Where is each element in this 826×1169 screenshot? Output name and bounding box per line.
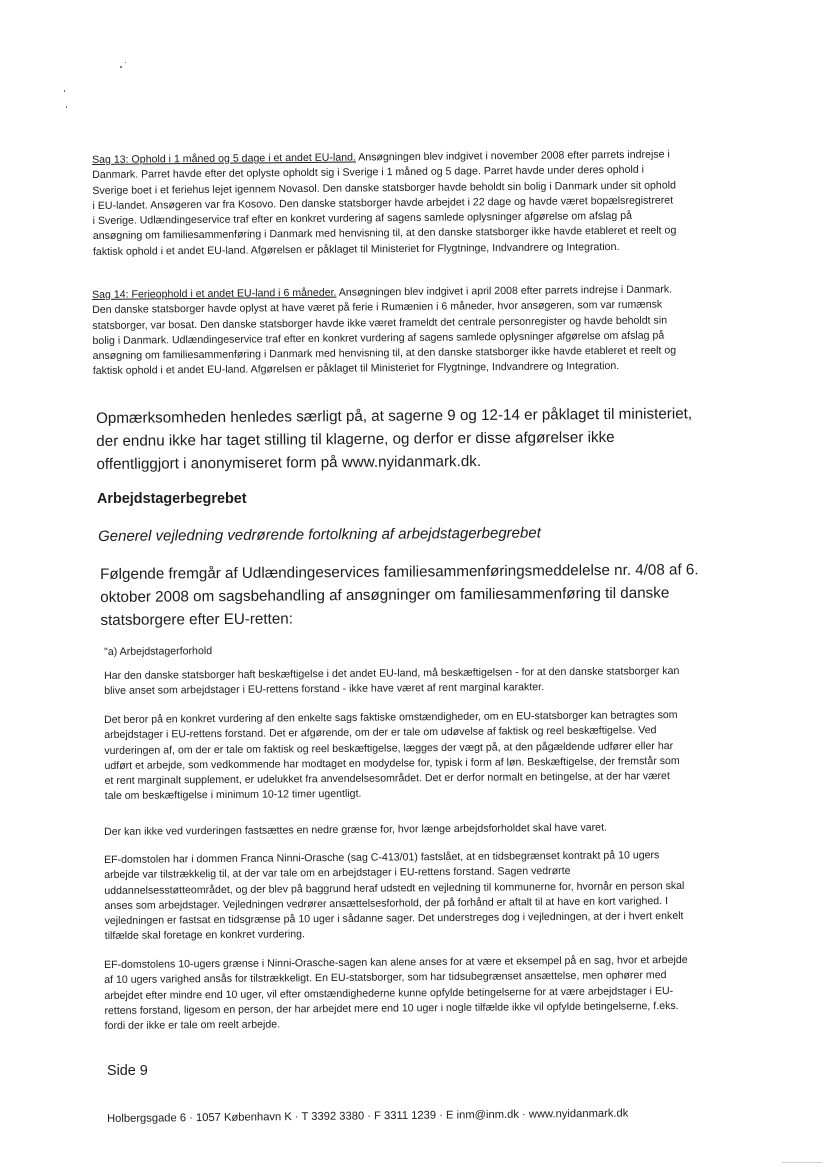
case-13-text: Ansøgningen blev indgivet i november 2008 efter parrets indrejse i Danmark. Parret havde efter det oplyste opholdt sig i Sverige i 1 måned og 5 dage. Parret havde under deres ophold i Sverige boet i et feriehus lejet igennem Novasol. Den danske statsborger havde beholdt sin bolig i Danmark under sit ophold i EU-landet. Ansøgeren var fra Kosovo. Den danske statsborger havde arbejdet i 22 dage og havde været bopælsregistreret i Sverige. Udlændingeservice traf efter en konkret vurdering af sagens samlede oplysninger afgørelse om afslag på ansøgning om familiesammenføring i Danmark med henvisning til, at den danske statsborger ikke havde etableret et reelt og faktisk ophold i et andet EU-land. Afgørelsen er påklaget til Ministeriet for Flygtninge, Indvandrere og Integration.: [92, 148, 677, 258]
paragraph-2: Det beror på en konkret vurdering af den enkelte sags faktiske omstændigheder, om en EU-statsborger kan betragtes som arbejdstager i EU-rettens forstand. Det er afgørende, om der er tale om udøvelse af faktisk og reel beskæftigelse. Ved vurderingen af, om der er tale om faktisk og reel beskæftigelse, lægges der vægt på, at den pågældende udfører eller har udført et arbejde, som vedkommende har modtaget en modydelse for, typisk i form af løn. Beskæftigelse, der fremstår som et rent marginalt supplement, er udelukket fra anvendelsesområdet. Det er derfor normalt en betingelse, at der har været tale om beskæftigelse i minimum 10-12 timer ugentligt.: [104, 708, 680, 803]
paragraph-3: Der kan ikke ved vurderingen fastsættes en nedre grænse for, hvor længe arbejdsforholdet skal have varet.: [104, 821, 607, 838]
section-heading: Arbejdstagerbegrebet: [97, 491, 247, 507]
section-subheading: Generel vejledning vedrørende fortolkning af arbejdstagerbegrebet: [98, 524, 541, 545]
case-13-title: Sag 13: Ophold i 1 måned og 5 dage i et andet EU-land.: [92, 151, 356, 166]
attention-paragraph: Opmærksomheden henledes særligt på, at sagerne 9 og 12-14 er påklaget til ministeriet, der endnu ikke har taget stilling til klagerne, og derfor er disse afgørelser ikke offentliggjort i anonymiseret form på www.nyidanmark.dk.: [96, 405, 693, 473]
case-13: [92, 147, 678, 260]
paragraph-1: Har den danske statsborger haft beskæftigelse i det andet EU-land, må beskæftigelsen - for at den danske statsborger kan blive anset som arbejdstager i EU-rettens forstand - ikke have været af rent marginal karakter.: [104, 664, 680, 698]
scan-edge-mark: [782, 1162, 822, 1163]
scan-specks: [0, 0, 200, 140]
quote-label: "a) Arbejdstagerforhold: [104, 645, 213, 658]
page-number: Side 9: [107, 1063, 148, 1079]
footer-address: Holbergsgade 6 · 1057 København K · T 3392 3380 · F 3311 1239 · E inm@inm.dk · www.nyidanmark.dk: [107, 1107, 629, 1125]
paragraph-5: EF-domstolens 10-ugers grænse i Ninni-Orasche-sagen kan alene anses for at være et eksempel på en sag, hvor et arbejde af 10 ugers varighed ansås for tilstrækkeligt. En EU-statsborger, som har tidsubegrænset ansættelse, men ophører med arbejdet efter mindre end 10 uger, vil efter omstændighederne kunne opfylde betingelserne for at være arbejdstager i EU-rettens forstand, ligesom en person, der har arbejdet mere end 10 uger i nogle tilfælde ikke vil opfylde betingelserne, f.eks. fordi der ikke er tale om reelt arbejde.: [104, 953, 688, 1033]
intro-paragraph: Følgende fremgår af Udlændingeservices familiesammenføringsmeddelelse nr. 4/08 af 6. oktober 2008 om sagsbehandling af ansøgninger om familiesammenføring til danske statsborgere efter EU-retten:: [100, 561, 699, 629]
paragraph-4: EF-domstolen har i dommen Franca Ninni-Orasche (sag C-413/01) fastslået, at en tidsbegrænset kontrakt på 10 ugers arbejde var tilstrækkelig til, at der var tale om en arbejdstager i EU-rettens forstand. Sagen vedrørte uddannelsesstøtteområdet, og der blev på baggrund heraf udstedt en vejledning til kommunerne for, hvornår en person skal anses som arbejdstager. Vejledningen vedrører ansættelsesforhold, der på forhånd er aftalt til at have en kort varighed. I vejledningen er fastsat en tidsgrænse på 10 uger i sådanne sager. Det understreges dog i vejledningen, at der i hvert enkelt tilfælde skal foretage en konkret vurdering.: [104, 849, 685, 943]
case-14: [92, 282, 678, 379]
case-14-title: Sag 14: Ferieophold i et andet EU-land i 6 måneder.: [92, 286, 337, 301]
case-14-text: Ansøgningen blev indgivet i april 2008 efter parrets indrejse i Danmark. Den danske statsborger havde oplyst at have været på ferie i Rumænien i 6 måneder, hvor ansøgeren, som var rumænsk statsborger, var bosat. Den danske statsborger havde ikke været frameldt det centrale personregister og havde beholdt sin bolig i Danmark. Udlændingeservice traf efter en konkret vurdering af sagens samlede oplysninger afgørelse om afslag på ansøgning om familiesammenføring i Danmark med henvisning til, at den danske statsborger ikke havde etableret et reelt og faktisk ophold i et andet EU-land. Afgørelsen er påklaget til Ministeriet for Flygtninge, Indvandrere og Integration.: [92, 283, 677, 378]
